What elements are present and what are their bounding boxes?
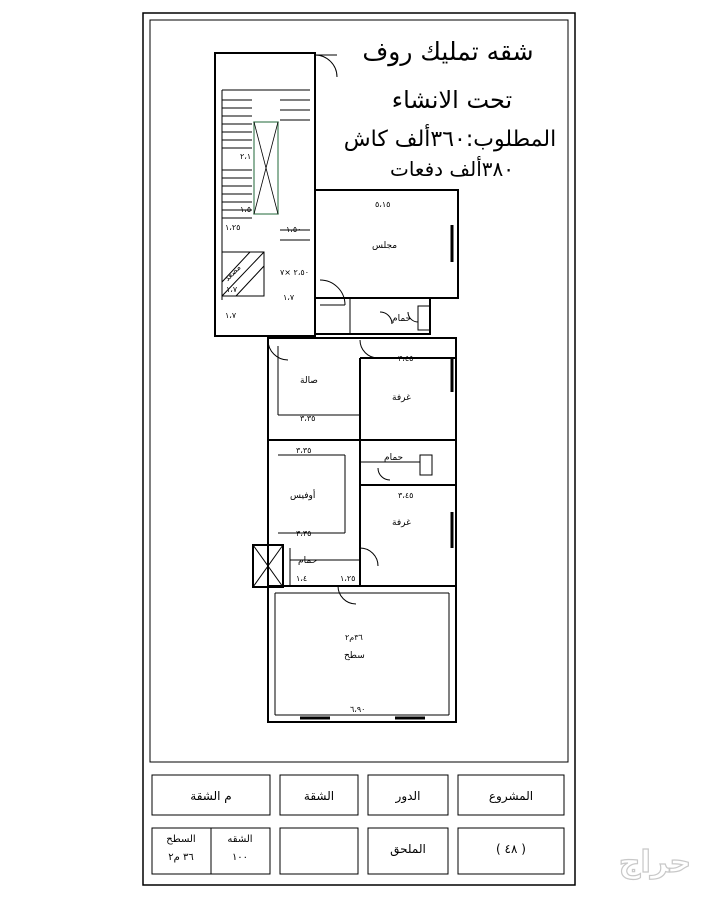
- room-bath-lower: حمام: [298, 556, 318, 566]
- heading-line-4: ٣٨٠ألف دفعات: [390, 157, 514, 181]
- label-apartment: الشقة: [303, 789, 335, 803]
- dim-bath-lower-w: ١،٢٥: [340, 574, 356, 583]
- label-floor: الدور: [395, 789, 421, 803]
- dim-corridor: ٢،٥٠ ×٧: [280, 268, 310, 277]
- room-hall: صالة: [300, 376, 318, 386]
- dim-elev-h: ١،٧: [225, 311, 237, 320]
- room-upper: غرفة: [392, 393, 411, 403]
- corridor-walls: [315, 298, 430, 334]
- label-project: المشروع: [488, 789, 534, 803]
- dim-room-lower-width: ٣،٤٥: [398, 491, 414, 500]
- dim-stair-a: ٢،١: [240, 152, 252, 161]
- value-floor: الملحق: [390, 842, 426, 856]
- value-area-apartment: ١٠٠: [231, 852, 249, 863]
- dim-office-bottom: ٣،٣٥: [296, 529, 312, 538]
- dim-stair-d: ١،٥٠: [286, 225, 302, 234]
- watermark-logo: حراج: [618, 845, 692, 880]
- dim-stair-c: ١،٢٥: [225, 223, 241, 232]
- room-majlis: مجلس: [372, 241, 398, 251]
- elevator-label: مصعد: [222, 262, 243, 283]
- label-area-apartment: الشقه: [227, 834, 253, 845]
- value-project: ( ٤٨ ): [496, 842, 526, 856]
- dim-bath-lower-b: ١،٤: [296, 574, 308, 583]
- label-apartment-area: م الشقة: [190, 789, 232, 803]
- dim-office-top: ٣،٣٥: [296, 446, 312, 455]
- room-lower: غرفة: [392, 518, 411, 528]
- dim-hall-width: ٣،٣٥: [300, 414, 316, 423]
- dim-stair-b: ١،٥: [240, 205, 252, 214]
- value-area-roof: ٣٦ م٢: [168, 852, 194, 863]
- heading-line-2: تحت الانشاء: [391, 86, 513, 114]
- dim-elev-w: ١،٧: [226, 285, 238, 294]
- dim-roof-width: ٦،٩٠: [350, 705, 366, 714]
- room-bath-middle: حمام: [384, 453, 404, 463]
- heading-line-3: المطلوب:٣٦٠ألف كاش: [343, 127, 557, 152]
- dim-majlis-width: ٥،١٥: [375, 200, 391, 209]
- room-roof: سطح: [344, 651, 365, 661]
- dim-small-a: ١،٧: [283, 293, 295, 302]
- room-bath-upper: حمام: [392, 314, 412, 324]
- dim-room-upper-width: ٣،٤٥: [398, 354, 414, 363]
- label-area-roof: السطح: [166, 834, 196, 845]
- roof-area: ٣٦م٢: [345, 633, 363, 642]
- room-office: أوفيس: [290, 491, 316, 501]
- heading-line-1: شقه تمليك روف: [362, 37, 534, 66]
- hall-room-walls: [268, 338, 456, 440]
